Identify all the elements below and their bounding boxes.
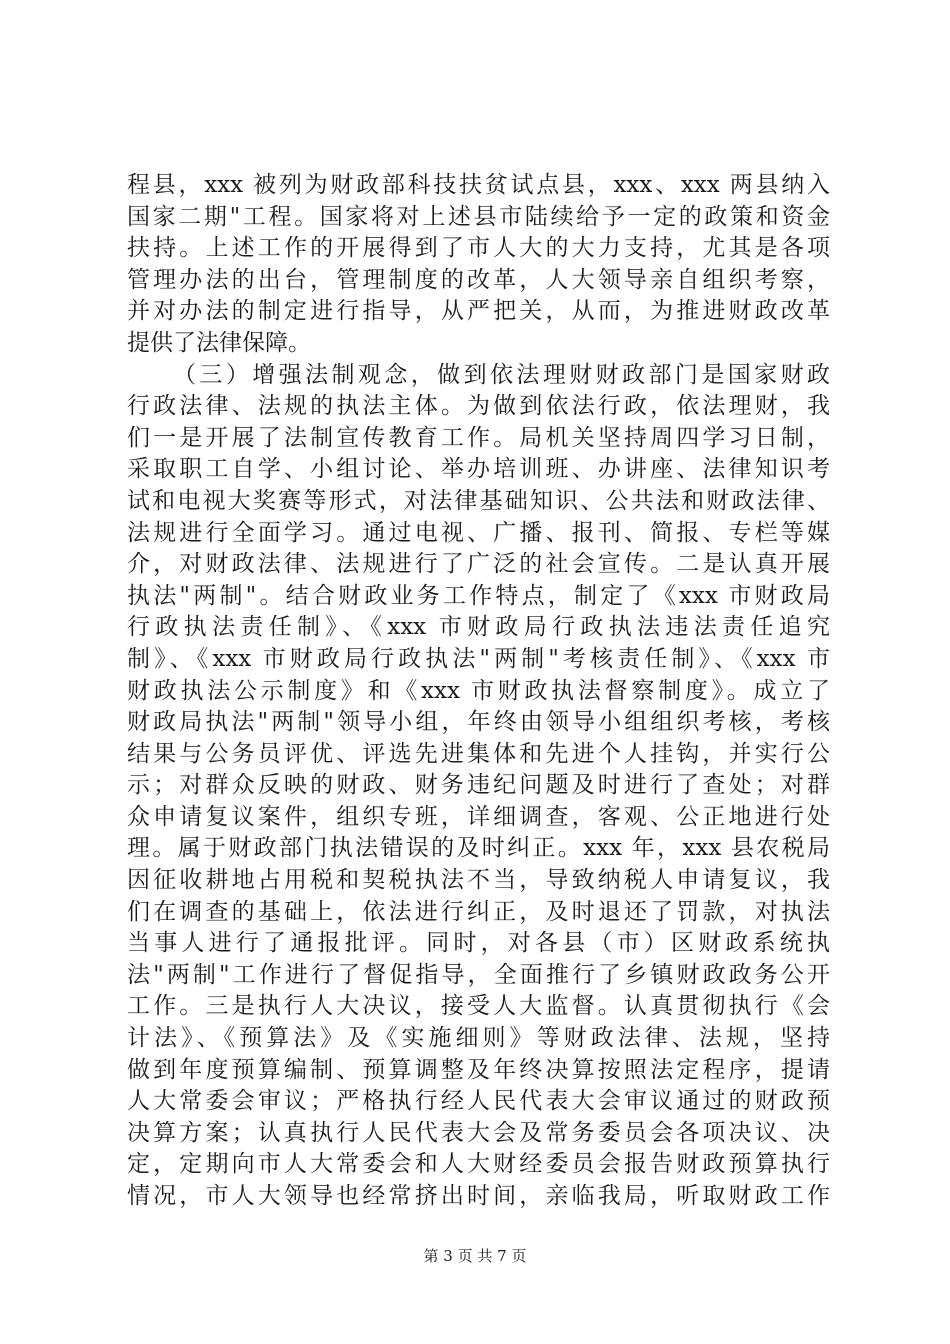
text-line: 执法"两制"。结合财政业务工作特点，制定了《xxx 市财政局 — [127, 582, 830, 609]
text-line: 采取职工自学、小组讨论、举办培训班、办讲座、法律知识考 — [127, 456, 830, 483]
text-line: 并对办法的制定进行指导，从严把关，从而，为推进财政改革 — [127, 298, 830, 325]
text-line: 众申请复议案件，组织专班，详细调查，客观、公正地进行处 — [127, 803, 830, 830]
text-line: 定，定期向市人大常委会和人大财经委员会报告财政预算执行 — [127, 1151, 830, 1178]
text-line: 工作。三是执行人大决议，接受人大监督。认真贯彻执行《会 — [127, 993, 830, 1020]
text-line: 管理办法的出台，管理制度的改革，人大领导亲自组织考察， — [127, 266, 830, 293]
text-line: 们在调查的基础上，依法进行纠正，及时退还了罚款，对执法 — [127, 898, 830, 925]
text-line: 介，对财政法律、法规进行了广泛的社会宣传。二是认真开展 — [127, 551, 830, 578]
text-line: 做到年度预算编制、预算调整及年终决算按照法定程序，提请 — [127, 1056, 830, 1083]
text-line: 程县，xxx 被列为财政部科技扶贫试点县，xxx、xxx 两县纳入 — [127, 172, 830, 198]
text-line: 决算方案；认真执行人民代表大会及常务委员会各项决议、决 — [127, 1119, 830, 1146]
page-number-footer: 第 3 页 共 7 页 — [423, 1247, 527, 1265]
paragraph — [127, 360, 830, 1213]
text-line: 行政法律、法规的执法主体。为做到依法行政，依法理财，我 — [127, 393, 830, 420]
text-line: 结果与公务员评优、评选先进集体和先进个人挂钩，并实行公 — [127, 740, 830, 767]
text-line: 们一是开展了法制宣传教育工作。局机关坚持周四学习日制， — [127, 424, 830, 451]
text-line: 财政执法公示制度》和《xxx 市财政执法督察制度》。成立了 — [127, 677, 830, 704]
text-line: 扶持。上述工作的开展得到了市人大的大力支持，尤其是各项 — [127, 235, 830, 262]
text-line: 行政执法责任制》、《xxx 市财政局行政执法违法责任追究 — [127, 614, 830, 641]
text-line: 国家二期"工程。国家将对上述县市陆续给予一定的政策和资金 — [127, 203, 830, 230]
text-line: 因征收耕地占用税和契税执法不当，导致纳税人申请复议，我 — [127, 867, 830, 894]
text-line: 计法》、《预算法》及《实施细则》等财政法律、法规，坚持 — [127, 1025, 830, 1052]
paragraph — [127, 170, 830, 360]
text-line: （三）增强法制观念，做到依法理财财政部门是国家财政 — [173, 361, 830, 388]
text-line: 法"两制"工作进行了督促指导，全面推行了乡镇财政政务公开 — [127, 961, 830, 988]
text-line: 法规进行全面学习。通过电视、广播、报刊、简报、专栏等媒 — [127, 519, 830, 546]
text-line: 试和电视大奖赛等形式，对法律基础知识、公共法和财政法律、 — [127, 487, 830, 514]
text-line: 示；对群众反映的财政、财务违纪问题及时进行了查处；对群 — [127, 772, 830, 799]
text-line: 财政局执法"两制"领导小组，年终由领导小组组织考核，考核 — [127, 709, 830, 736]
text-line: 当事人进行了通报批评。同时，对各县（市）区财政系统执 — [127, 930, 830, 957]
text-line: 理。属于财政部门执法错误的及时纠正。xxx 年，xxx 县农税局 — [127, 835, 830, 862]
text-line: 人大常委会审议；严格执行经人民代表大会审议通过的财政预 — [127, 1088, 830, 1115]
text-line: 制》、《xxx 市财政局行政执法"两制"考核责任制》、《xxx 市 — [127, 645, 830, 672]
text-line: 情况，市人大领导也经常挤出时间，亲临我局，听取财政工作 — [127, 1183, 830, 1209]
text-line: 提供了法律保障。 — [127, 329, 311, 356]
document-body — [127, 170, 830, 1213]
